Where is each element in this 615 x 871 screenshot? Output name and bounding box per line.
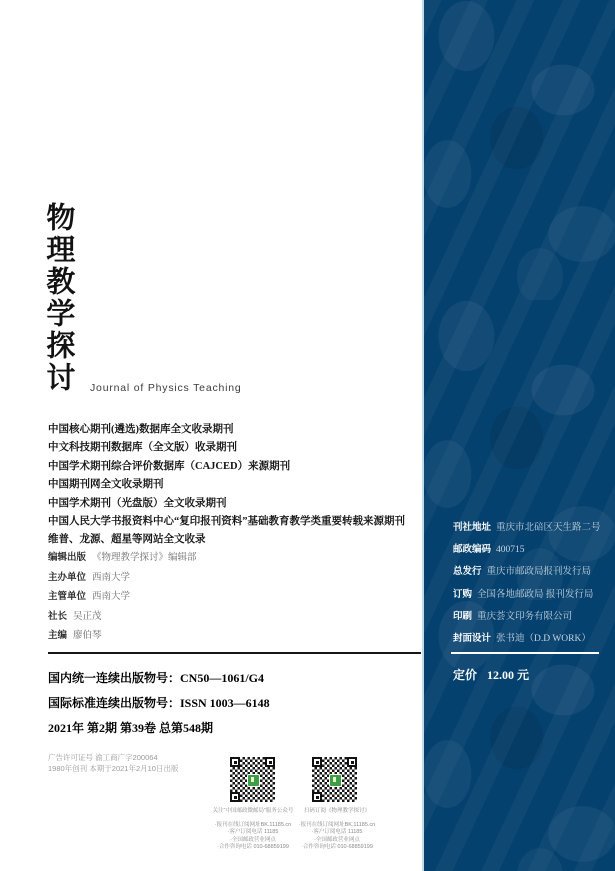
indexing-item: 中文科技期刊数据库（全文版）收录期刊	[48, 442, 237, 454]
qr-finder-icon	[230, 757, 240, 767]
qr-caption-right: 扫码订阅《物理教学探讨》	[303, 808, 370, 814]
editorial-label: 编辑出版	[48, 553, 87, 563]
publisher-value: 重庆市邮政局报刊发行局	[486, 567, 592, 578]
china-post-logo-icon	[247, 774, 260, 787]
qr-finder-icon	[265, 757, 275, 767]
right-cover-panel	[422, 0, 615, 871]
editorial-value: 西南大学	[92, 572, 131, 583]
qr-info-line: ·客户订阅电话 11185	[311, 829, 363, 836]
qr-info-line: ·合作咨询电话 010-68859199	[301, 844, 373, 851]
editorial-label: 主办单位	[48, 572, 87, 583]
editorial-label: 主管单位	[48, 592, 87, 603]
qr-finder-icon	[230, 792, 240, 802]
indexing-item: 中国核心期刊(遴选)数据库全文收录期刊	[48, 424, 234, 435]
qr-info-left	[205, 822, 301, 852]
price-value: 12.00 元	[487, 668, 530, 682]
editorial-label: 社长	[48, 611, 68, 622]
qr-caption-left: 关注“中国邮政微邮局”服务公众号	[212, 808, 294, 814]
qr-info-line: ·报刊在线订阅网址BK.11185.cn	[214, 822, 292, 828]
publisher-value: 张书迪（D.D WORK）	[496, 634, 591, 645]
indexing-item: 中国学术期刊（光盘版）全文收录期刊	[48, 497, 227, 509]
publisher-info-block	[453, 517, 601, 650]
indexing-item: 维普、龙源、超星等网站全文收录	[48, 534, 206, 546]
editorial-row	[48, 569, 197, 589]
publisher-label: 总发行	[453, 567, 482, 578]
editorial-label: 主编	[48, 631, 68, 642]
legal-notes	[48, 752, 178, 774]
publisher-row	[453, 539, 601, 561]
qr-info-line: ·客户订阅电话 11185	[227, 829, 279, 836]
publisher-row	[453, 561, 601, 583]
indexing-item: 中国学术期刊综合评价数据库（CAJCED）来源期刊	[48, 460, 291, 472]
qr-finder-icon	[347, 757, 357, 767]
qr-info-line: ·报刊在线订阅网址BK.11185.cn	[298, 822, 376, 828]
publisher-value: 重庆市北碚区天生路二号	[496, 523, 601, 533]
china-post-logo-icon	[329, 774, 342, 787]
publisher-row	[453, 584, 601, 606]
publisher-row	[453, 628, 601, 650]
cn-number: 国内统一连续出版物号：CN50—1061/G4	[48, 671, 265, 685]
journal-title-calligraphy: 物理教学探讨	[42, 202, 77, 394]
editorial-value: 西南大学	[92, 592, 131, 603]
editorial-value: 吴正茂	[73, 611, 102, 622]
qr-finder-icon	[312, 792, 322, 802]
publisher-value: 400715	[496, 545, 525, 556]
qr-code-subscribe	[312, 757, 357, 802]
publisher-value: 全国各地邮政局 报刊发行局	[477, 589, 594, 600]
divider-line-right	[451, 652, 599, 654]
publisher-label: 订购	[453, 589, 473, 600]
publisher-label: 封面设计	[453, 634, 492, 645]
publisher-label: 刊社地址	[453, 523, 492, 533]
issue-info: 2021年 第2期 第39卷 总第548期	[48, 721, 214, 735]
indexing-item: 中国期刊网全文收录期刊	[48, 479, 164, 491]
publication-numbers	[48, 666, 270, 741]
qr-info-line: ·全国邮政营业网点	[230, 836, 276, 843]
publisher-value: 重庆荟文印务有限公司	[477, 611, 573, 622]
publisher-row	[453, 517, 601, 539]
qr-info-right	[289, 822, 385, 852]
editorial-row	[48, 627, 197, 647]
qr-code-wechat	[230, 757, 275, 802]
publisher-label: 印刷	[453, 611, 473, 622]
qr-info-line: ·全国邮政营业网点	[314, 836, 360, 843]
editorial-row	[48, 549, 197, 569]
indexing-list	[48, 421, 420, 550]
divider-line-left	[48, 652, 421, 654]
publisher-row	[453, 606, 601, 628]
editorial-value: 《物理教学探讨》编辑部	[92, 553, 197, 563]
price	[453, 666, 529, 683]
founding-date: 1980年创刊 本期于2021年2月10日出版	[48, 764, 179, 773]
editorial-value: 廖伯琴	[73, 631, 102, 642]
publisher-label: 邮政编码	[453, 545, 492, 556]
ad-license: 广告许可证号 渝工商广字200064	[48, 753, 158, 762]
qr-finder-icon	[312, 757, 322, 767]
editorial-block	[48, 549, 197, 647]
editorial-row	[48, 588, 197, 608]
journal-subtitle-english: Journal of Physics Teaching	[90, 382, 242, 394]
qr-info-line: ·合作咨询电话 010-68859199	[217, 844, 289, 851]
indexing-item: 中国人民大学书报资料中心“复印报刊资料”基础教育教学类重要转载来源期刊	[48, 516, 405, 528]
editorial-row	[48, 608, 197, 628]
price-label: 定价	[453, 668, 478, 682]
issn-number: 国际标准连续出版物号：ISSN 1003—6148	[48, 696, 270, 710]
